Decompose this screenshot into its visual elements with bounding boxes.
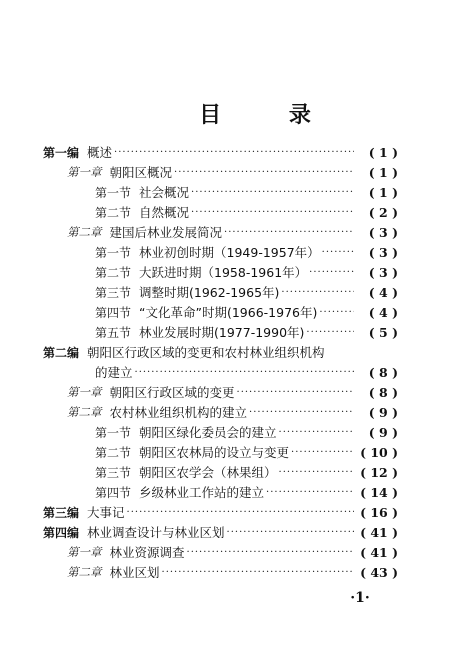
toc-text: 自然概况 [139,205,190,220]
toc-label: 第二节 [95,265,132,280]
toc-text: 朝阳区概况 [109,165,173,180]
toc-label: 第二节 [95,445,132,460]
leader-dots [114,147,354,158]
toc-entry-section [95,242,398,262]
leader-dots [322,247,354,258]
toc-page-number: ( 3 ) [368,244,398,260]
toc-label: 第三节 [95,465,132,480]
leader-dots [306,327,354,338]
toc-page-number: ( 41 ) [360,544,398,560]
toc-label: 第四节 [95,305,132,320]
leader-dots [291,447,354,458]
leader-dots [281,287,354,298]
toc-page-number: ( 3 ) [368,264,398,280]
toc-text: 朝阳区行政区域的变更 [109,385,235,400]
leader-dots [249,407,354,418]
toc-page-number: ( 2 ) [368,204,398,220]
toc-entry-section [95,282,398,302]
toc-page-number: ( 8 ) [368,384,398,400]
toc-page-number: ( 1 ) [368,144,398,160]
toc-label: 第一编 [43,145,80,160]
toc-label: 第三节 [95,285,132,300]
toc-entry-section [95,302,398,322]
toc-text: 林业资源调查 [109,545,185,560]
toc-entry-part-1 [43,142,398,162]
leader-dots [279,467,354,478]
toc-label: 第一节 [95,185,132,200]
toc-entry-part-3 [43,502,398,522]
toc-page-number: ( 3 ) [368,224,398,240]
toc-text: 乡级林业工作站的建立 [139,485,265,500]
page-title: 目 录 [199,103,341,128]
leader-dots [237,387,354,398]
toc-text: 建国后林业发展简况 [109,225,223,240]
toc-entry-chapter [67,542,398,562]
toc-label: 第四编 [43,525,80,540]
toc-text: 朝阳区农学会（林果组） [139,465,277,480]
toc-text: 调整时期(1962-1965年) [139,285,280,300]
toc-label: 第二编 [43,345,80,360]
toc-text: 朝阳区农林局的设立与变更 [139,445,290,460]
toc-page-number: ( 9 ) [368,424,398,440]
toc-entry-section [95,422,398,442]
leader-dots [279,427,354,438]
toc-page-number: ( 16 ) [360,504,398,520]
leader-dots [319,307,354,318]
toc-page-number: ( 1 ) [368,164,398,180]
toc-entry-part-4 [43,522,398,542]
toc-entry-chapter [67,402,398,422]
toc-page-number: ( 41 ) [360,524,398,540]
leader-dots [191,187,354,198]
leader-dots [224,227,354,238]
toc-entry-section [95,202,398,222]
toc-label: 第二节 [95,205,132,220]
toc-entry-section [95,482,398,502]
toc-text: 概述 [87,145,113,160]
toc-page-number: ( 9 ) [368,404,398,420]
toc-entry-chapter [67,222,398,242]
toc-label: 第四节 [95,485,132,500]
toc-label: 第一章 [67,545,102,559]
toc-label: 第一节 [95,245,132,260]
toc-page-number: ( 10 ) [360,444,398,460]
leader-dots [227,527,354,538]
toc-entry-section [95,262,398,282]
leader-dots [266,487,354,498]
toc-page-number: ( 14 ) [360,484,398,500]
toc-text: 社会概况 [139,185,190,200]
toc-text: 大事记 [87,505,125,520]
page-number: ·1· [350,590,370,606]
toc-entry-chapter [67,162,398,182]
leader-dots [127,507,354,518]
toc-page-number: ( 8 ) [368,364,398,380]
toc-label: 第二章 [67,405,102,419]
toc-text: 朝阳区绿化委员会的建立 [139,425,277,440]
toc-page-number: ( 4 ) [368,284,398,300]
toc-text: “文化革命”时期(1966-1976年) [139,305,318,320]
leader-dots [309,267,354,278]
toc-entry-section [95,462,398,482]
toc-page-number: ( 43 ) [360,564,398,580]
leader-dots [174,167,354,178]
toc-label: 第三编 [43,505,80,520]
toc-label: 第五节 [95,325,132,340]
toc-text: 大跃进时期（1958-1961年） [139,265,308,280]
toc-label: 第二章 [67,565,102,579]
toc-label: 第一节 [95,425,132,440]
toc-label: 第二章 [67,225,102,239]
toc-label: 第一章 [67,385,102,399]
leader-dots [191,207,354,218]
toc-page-number: ( 5 ) [368,324,398,340]
toc-text: 林业调查设计与林业区划 [87,525,225,540]
toc-entry-section [95,322,398,342]
toc-entry-chapter [67,562,398,582]
toc-page-number: ( 12 ) [360,464,398,480]
toc-entry-section [95,182,398,202]
leader-dots [187,547,354,558]
toc-page-number: ( 1 ) [368,184,398,200]
toc-text: 林业区划 [109,565,160,580]
leader-dots [135,367,354,378]
toc-text: 林业初创时期（1949-1957年） [139,245,320,260]
toc-entry-part-2 [43,342,398,362]
toc-entry-chapter [67,382,398,402]
toc-text: 林业发展时期(1977-1990年) [139,325,305,340]
leader-dots [162,567,354,578]
toc-entry-section [95,442,398,462]
toc-label: 第一章 [67,165,102,179]
toc-page-number: ( 4 ) [368,304,398,320]
toc-text: 农村林业组织机构的建立 [109,405,248,420]
toc-text: 的建立 [95,365,133,380]
toc-entry-part-2-continued [95,362,398,382]
toc-text: 朝阳区行政区域的变更和农村林业组织机构 [87,345,325,360]
